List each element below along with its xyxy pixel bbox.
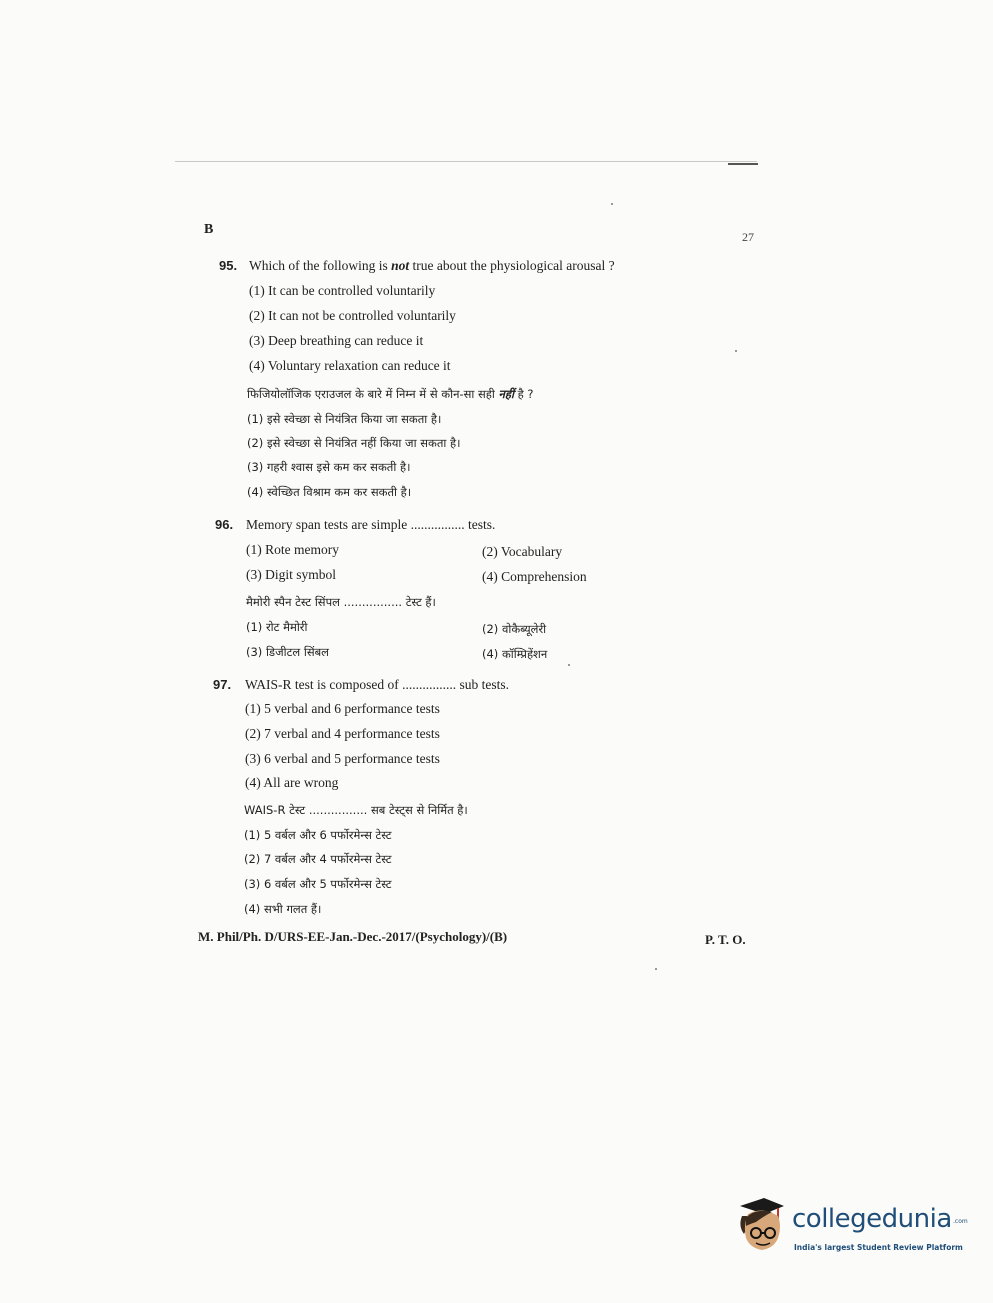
option-1: (1) 5 verbal and 6 performance tests xyxy=(245,701,440,716)
question-text-part: Which of the following is xyxy=(249,258,392,273)
brand-tagline: India's largest Student Review Platform xyxy=(794,1243,963,1252)
scan-speck xyxy=(735,350,737,352)
option-1-hindi: (1) रोट मैमोरी xyxy=(246,620,308,634)
scan-speck xyxy=(611,203,613,205)
option-2: (2) Vocabulary xyxy=(482,544,563,559)
pto-label: P. T. O. xyxy=(705,932,746,947)
question-number: 97. xyxy=(213,677,232,692)
option-2-hindi: (2) 7 वर्बल और 4 पर्फोरमेन्स टेस्ट xyxy=(244,852,392,866)
paper-code: M. Phil/Ph. D/URS-EE-Jan.-Dec.-2017/(Psychology)/(B) xyxy=(198,929,508,944)
option-3: (3) Digit symbol xyxy=(246,567,336,582)
question-text-hindi: मैमोरी स्पैन टेस्ट सिंपल ................ टेस्ट हैं। xyxy=(246,595,436,609)
mascot-logo-icon xyxy=(734,1196,790,1256)
question-text-part: true about the physiological arousal ? xyxy=(409,258,615,273)
question-text-hindi-emphasis: नहीं xyxy=(498,387,515,401)
question-text-hindi-part: फिजियोलॉजिक एराउजल के बारे में निम्न में से कौन-सा सही xyxy=(247,387,499,401)
option-4-hindi: (4) सभी गलत हैं। xyxy=(244,902,322,916)
option-2: (2) It can not be controlled voluntarily xyxy=(249,308,456,323)
option-2-hindi: (2) इसे स्वेच्छा से नियंत्रित नहीं किया जा सकता है। xyxy=(247,436,461,450)
question-text: WAIS-R test is composed of ................ sub tests. xyxy=(245,677,509,692)
option-4: (4) Voluntary relaxation can reduce it xyxy=(249,358,451,373)
page-number: 27 xyxy=(742,230,754,244)
question-text-emphasis: not xyxy=(391,258,410,273)
option-3-hindi: (3) गहरी श्वास इसे कम कर सकती है। xyxy=(247,460,411,474)
top-rule-mark xyxy=(728,163,758,165)
brand-domain: .com xyxy=(953,1218,968,1225)
option-1: (1) Rote memory xyxy=(246,542,339,557)
question-text-hindi-part: है ? xyxy=(514,387,534,401)
collegedunia-watermark xyxy=(734,1196,968,1256)
scan-speck xyxy=(568,664,570,666)
option-3: (3) 6 verbal and 5 performance tests xyxy=(245,751,440,766)
option-2-hindi: (2) वोकैब्यूलेरी xyxy=(482,622,547,636)
option-1: (1) It can be controlled voluntarily xyxy=(249,283,436,298)
top-rule xyxy=(175,161,757,162)
option-4-hindi: (4) स्वेच्छित विश्राम कम कर सकती है। xyxy=(247,485,412,499)
question-number: 95. xyxy=(219,258,238,273)
booklet-series: B xyxy=(204,222,214,237)
option-3: (3) Deep breathing can reduce it xyxy=(249,333,424,348)
option-1-hindi: (1) 5 वर्बल और 6 पर्फोरमेन्स टेस्ट xyxy=(244,828,392,842)
question-number: 96. xyxy=(215,517,234,532)
option-4: (4) Comprehension xyxy=(482,569,587,584)
option-1-hindi: (1) इसे स्वेच्छा से नियंत्रित किया जा सकता है। xyxy=(247,412,442,426)
scan-speck xyxy=(655,968,657,970)
option-4-hindi: (4) कॉम्प्रिहेंशन xyxy=(482,647,548,661)
brand-name: collegedunia xyxy=(792,1204,952,1234)
option-3-hindi: (3) 6 वर्बल और 5 पर्फोरमेन्स टेस्ट xyxy=(244,877,392,891)
question-text: Memory span tests are simple ................ tests. xyxy=(246,517,496,532)
option-2: (2) 7 verbal and 4 performance tests xyxy=(245,726,440,741)
question-text xyxy=(249,258,615,274)
option-4: (4) All are wrong xyxy=(245,775,339,790)
option-3-hindi: (3) डिजीटल सिंबल xyxy=(246,645,329,659)
question-text-hindi xyxy=(247,387,534,402)
question-text-hindi: WAIS-R टेस्ट ................ सब टेस्ट्स से निर्मित है। xyxy=(244,803,468,817)
